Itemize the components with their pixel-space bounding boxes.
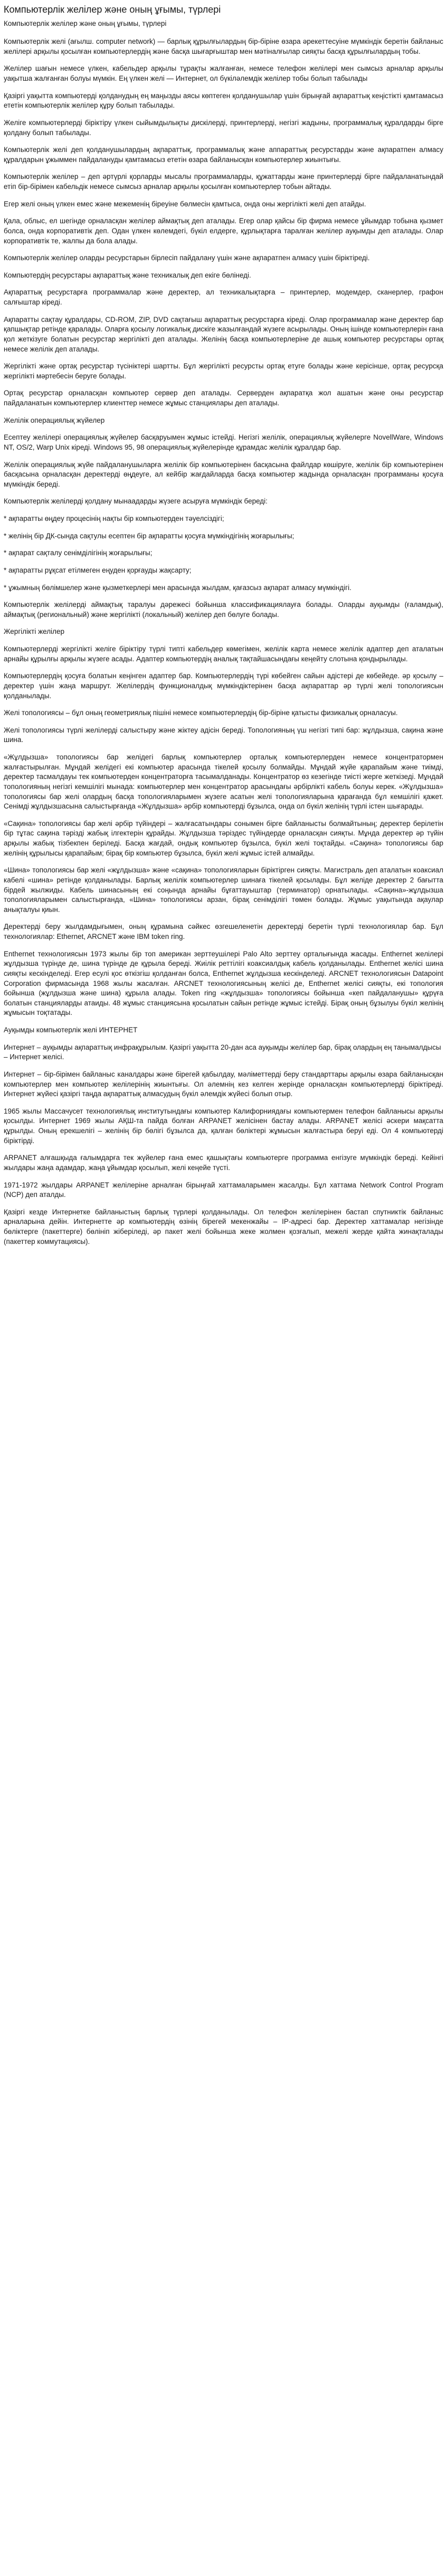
section-heading: Интернет – ауқымды ақпараттық инфрақұрылым. Қазіргі уақытта 20-дан аса ауқымды желілер бар, бірақ олардың ең танымалдысы – Интернет желісі. — [4, 1043, 441, 1061]
paragraph: Қазіргі кезде Интернетке байланыстың барлық түрлері қолданылады. Ол телефон желілерінен бастап спутниктік байланыс арналарына дейін. Интернетте әр компьютердің өзінің бірегей мекенжайы – IP-адресі бар. Деректер хаттамалар негізінде бөліктерге (пакеттерге) бөлініп жіберіледі, әр пакет желі бойынша жеке жолмен қозғалып, межелі жерде қайта жинақталады (пакеттер коммутациясы). — [4, 1208, 443, 1246]
paragraph: Желіге компьютерлерді біріктіру үлкен сыйымдылықты дискілерді, принтерлерді, негізгі жадыны, программалық құралдарды бірге қолдану болып табылады. — [4, 118, 443, 137]
paragraph: Ауқымды компьютерлік желі ИНТЕРНЕТ — [4, 1026, 138, 1034]
paragraph: * ұжымның бөлімшелер және қызметкерлері мен арасында жылдам, қағазсыз ақпарат алмасу мүмкіндігі. — [4, 583, 351, 592]
document-body — [4, 37, 443, 1247]
paragraph: Компьютерлерді жергілікті желіге біріктіру түрлі типті кабельдер көмегімен, желілік карта немесе желілік адаптер деп аталатын арнайы құрылғы арқылы жүзеге асады. Адаптер компьютердің аналық тақтайшасындағы кеңейту слотына қондырылады. — [4, 645, 443, 663]
paragraph: Ақпаратты сақтау құралдары, CD-ROM, ZIP, DVD сақтағыш ақпараттық ресурстарға кіреді. Олар программалар және деректер бар қапшықтар ретінде қаралады. Оларға қосылу логикалық дискіге жазылғандай жүзеге асырылады. Оның ішінде компьютерлерін ғана қол жеткізуге болатын ресурстар жергілікті деп аталады. Желінің басқа компьютерлеріне де ашық компьютер ресурстары ортақ немесе желілік деп аталады. — [4, 315, 443, 353]
paragraph: Интернет – бір-бірімен байланыс каналдары және бірегей қабылдау, мәліметтерді беру стандарттары арқылы өзара байланысқан компьютерлер мен компьютер желілерінің жиынтығы. Ол әлемнің кез келген жерінде орналасқан компьютерлерді біріктіреді. Интернет жүйесі қазіргі таңда ақпараттық алмасудың бүкіл әлемдік жүйесі болып отыр. — [4, 1070, 443, 1098]
paragraph: Компьютерлік желілерді қолдану мынаадарды жүзеге асыруға мүмкіндік береді: — [4, 497, 268, 506]
paragraph: Егер желі оның үлкен емес және межеменің біреуіне бөлмесін қамтыса, онда оны жергілікті желі деп атайды. — [4, 199, 366, 208]
paragraph: Желі топологиясы түрлі желілерді салыстыру және жіктеу адісін береді. Топологияның үш негізгі типі бар: жұлдызша, сақина және шина. — [4, 726, 443, 744]
paragraph: Enthernet технологиясын 1973 жылы бір топ американ зерттеушілері Palo Alto зерттеу орталығында жасады. Enthernet желілері жұлдызша түрінде де, шина түрінде де құрыла береді. Жиілік реттілігі коаксиалдық кабель қолданылады. Enthernet желісі шина сияқты кескінделеді. Егер есулі қос өткізгіш қолданған болса, Enthernet жұлдызша кескінделеді. ARCNET технологиясын Datapoint Corporation фирмасында 1968 жылы жасалған. ARCNET технологиясының желісі де, Enthernet желісі сияқты, екі топология бойынша (жұлдызша және шина) құрыла алады. Token ring «жұлдызша» топологиясы бойынша «кеп пайдаланушы» құрүға болатын станцияларды атаиды. 48 жұмыс станциясына қосылатын сайын ретінде жұмыс істейді. Бірақ оның бұзылуы бүкіл желінің жұмысын тоқтатады. — [4, 949, 443, 1017]
paragraph: Ортақ ресурстар орналасқан компьютер сервер деп аталады. Серверден ақпаратқа жол ашатын және оны ресурстар пайдаланатын компьютерлер клиенттер немесе жұмыс станциялары деп аталады. — [4, 389, 443, 407]
paragraph: Есептеу желілері операциялық жүйелер басқаруымен жұмыс істейді. Негізгі желілік, операциялық жүйелерге NovellWare, Windows NT, OS/2, Warp Unix кіреді. Windows 95, 98 операциялық жүйелерінде құрамдас желілік құралдар бар. — [4, 433, 443, 451]
paragraph: Компьютердің ресурстары ақпараттық және техникалық деп екіге бөлінеді. — [4, 271, 251, 279]
paragraph: ARPANET алғашқыда ғалымдарға тек жүйелер ғана емес қашықтағы компьютерге программа енгізуге мүмкіндік береді. Кейінгі жылдары жаңа адамдар, жаңа ұйымдар қосылып, желі кеңейе түсті. — [4, 1154, 443, 1172]
paragraph: Жергілікті және ортақ ресурстар түсініктері шартты. Бұл жергілікті ресурсты ортақ етуге болады және керісінше, ортақ ресурсқа жергілікті мәртебесін беруге болады. — [4, 362, 443, 380]
paragraph: Компьютерлік желі (ағылш. computer network) — барлық құрылғылардың бір-біріне өзара әрекеттесуіне мүмкіндік беретін байланыс желілері арқылы қосылған компьютерлердің және басқа шығарғыштар мен мәтіналғылар сияқты басқа құрылғылардың тобы. — [4, 37, 443, 55]
paragraph: * ақпарат сақталу сенімділігінің жоғарылығы; — [4, 549, 153, 557]
paragraph: Компьютерлік желілерді аймақтық таралуы дәрежесі бойынша классификациялауға болады. Оларды ауқымды (ғаламдық), аймақтық (региональный) және жергілікті (локальный) желілер деп бөлуге болады. — [4, 601, 443, 619]
section-heading: Жергілікті желілер — [4, 628, 64, 636]
paragraph: Қала, облыс, ел шегінде орналасқан желілер аймақтық деп аталады. Егер олар қайсы бір фирма немесе ұйымдар тобына қызмет болса, онда корпоративтік деп. Одан үлкен көлемдегі, бүкіл елдерге, құрлықтарға таралған желілер ауқымды деп аталады. Олар корпоративтік те, жалпы да бола алады. — [4, 217, 443, 245]
paragraph: Желілік операциялық жүйе пайдаланушыларға желілік бір компьютерінен басқасына файлдар көшіруге, желілік бір компьютерінен басқасына орналасқан деректерді өңдеуге, ал кейбір жағдайларда басқа компьютер жадында орналасқан программаны қосуға мүмкіндік береді. — [4, 460, 443, 488]
section-heading: Желілік операциялық жүйелер — [4, 416, 105, 424]
paragraph: Компьютерлік желі деп қолданушылардың ақпараттық, программалық және аппараттық ресурстарды және ақпаратпен алмасу құралдарын ұжыммен пайдалануды қамтамасыз ететін өзара байланысқан компьютерлер жиынтығы. — [4, 146, 443, 164]
paragraph: «Жұлдызша» топологиясы бар желідегі барлық компьютерлер орталық компьютерлерден немесе концентратормен жалғастырылған. Мұндай желідегі екі компьютер арасында тікелей қосылу болмайды. Мұндай жүйе қарапайым және тиімді, деректер тасмалдауы тек компьютерден концентраторға тасымалданады. Концентратор өз кезегінде тиісті жерге жеткізеді. Мұндай топологияның негізгі кемшілігі мынада: компьютерлер мен концентратор арасындағы әрбірлікті кабель болуы керек. «Жұлдызша» топологиясы бар желі олардың басқа топологияларымен жүзеге асатын желі топологияларына қарағанда бұл кемшілігі қажет. Сенімді жұлдызшасына салыстырғанда «Жұлдызша» әрбір компьютерді бұзылса, онда ол бүкіл желінің түрлі істен шығарады. — [4, 753, 443, 811]
page-subtitle: Компьютерлік желілер және оның ұғымы, түрлері — [4, 19, 167, 27]
paragraph: «Шина» топологиясы бар желі «жұлдызша» және «сақина» топологияларын біріктірген сияқты. Магистраль деп аталатын коаксиал кабелі «шина» ретінде қолданылады. Барлық желілік компьютерлер шинаға тікелей қосылады. Бұл желіде деректер 2 бағытта бірдей жылжиды. Кабель шинасының екі соңында арнайы бұғаттауыштар (терминатор) орнатылады. «Сақина»-жұлдызша топологияларымен салыстырғанда, «Шина» топологиясы арзан, бірақ сенімділігі төмен болады. Жұмыс уақытында ақаулар анықталуы қиын. — [4, 866, 443, 914]
paragraph: «Сақина» топологиясы бар желі әрбір түйіндері – жалғасатындары сонымен бірге байланысты болмайтының; деректер берілетін бір тұтас сақина тәрізді жабық ілгектерін құрайды. Жұлдызша тәріздес түйіндерде орналасқан сияқты. Мұнда деректер әр түйін арқылы жабық тізбекпен беріледі. Басқа жағдай, ондық компьютер бұзылса, бүкіл желі тоқтайды. «Сақина» топологиясы бар желінің құрылысы қарапайым; бірақ бір компьютер бұзылса, бүкіл желі жұмыс істей алмайды. — [4, 819, 443, 857]
paragraph: Ақпараттық ресурстарға программалар және деректер, ал техникалықтарға – принтерлер, модемдер, сканерлер, графон салғыштар кіреді. — [4, 288, 443, 307]
paragraph: Қазіргі уақытта компьютерді қолданудың ең маңызды аясы көптеген қолданушылар үшін бірыңғай ақпараттық кеңістікті қамтамасыз ететін компьютерлік желілер құру болып табылады. — [4, 91, 443, 110]
paragraph: Желілер шағын немесе үлкен, кабельдер арқылы тұрақты жалғанған, немесе телефон желілері мен сымсыз арналар арқылы уақытша жалғанған болуы мүмкін. Ең үлкен желі — Интернет, ол бүкіләлемдік желілер тобы болып табылады — [4, 64, 443, 83]
paragraph: Компьютерлік желілер – деп әртүрлі қорларды мысалы программаларды, құжаттарды және принтерлерді бірге пайдаланатындай етіп бір-бірімен кабельдік немесе сымсыз арналар арқылы қосылған компьютерлер тобын айтады. — [4, 173, 443, 191]
paragraph: * ақпаратты рұқсат етілмеген еңуден қорғауды жақсарту; — [4, 566, 192, 574]
paragraph: Деректерді беру жылдамдығымен, оның құрамына сәйкес өзгешеленетін деректерді беретін түрлі технологиялар бар. Бұл технологиялар: Ethernet, ARCNET және IBM token ring. — [4, 923, 443, 941]
paragraph: * ақпаратты өңдеу процесінің нақты бір компьютерден тәуелсіздігі; — [4, 515, 224, 523]
paragraph: 1971-1972 жылдары ARPANET желілеріне арналған бірыңғай хаттамаларымен жасалды. Бұл хаттама Network Control Program (NCP) деп аталды. — [4, 1181, 443, 1199]
paragraph: * желінің бір ДК-сында сақтулы есептен бір ақпаратты қосуға мүмкіндігінің жоғарылығы; — [4, 531, 294, 540]
document — [0, 0, 447, 1260]
paragraph: 1965 жылы Массачусет технологиялық институтындағы компьютер Калифорниядағы компьютермен телефон байланысы арқылы қосылды. Интернет 1969 жылы АҚШ-та пайда болған ARPANET желісінен бастау алады. ARPANET желісі әскери мақсатта құрылды. Оның ерекшелігі – желінің бір бөлігі бұзылса да, қалған бөліктері жұмысын жалғастыра беруі еді. Ол 4 компьютерді біріктірді. — [4, 1107, 443, 1145]
paragraph: Компьютерлік желілер оларды ресурстарын бірлесіп пайдалану үшін және ақпаратпен алмасу үшін біріктіреді. — [4, 254, 370, 262]
paragraph: Желі топологиясы – бұл оның геометриялық пішіні немесе компьютерлердің бір-біріне қатысты физикалық орналасуы. — [4, 709, 398, 717]
paragraph: Компьютерлердің қосуға болатын кеңінген адаптер бар. Компьютерлердің түрі көбейген сайын адістері де көбейеде. әр қосылу – деректер үшін жаңа маршрут. Желілердің функционалдық мүмкіндіктерінен басқа ақпараттар әр түрлі желі топологиясын қолданылады. — [4, 672, 443, 700]
page-title: Компьютерлік желілер және оның ұғымы, түрлері — [4, 4, 221, 15]
